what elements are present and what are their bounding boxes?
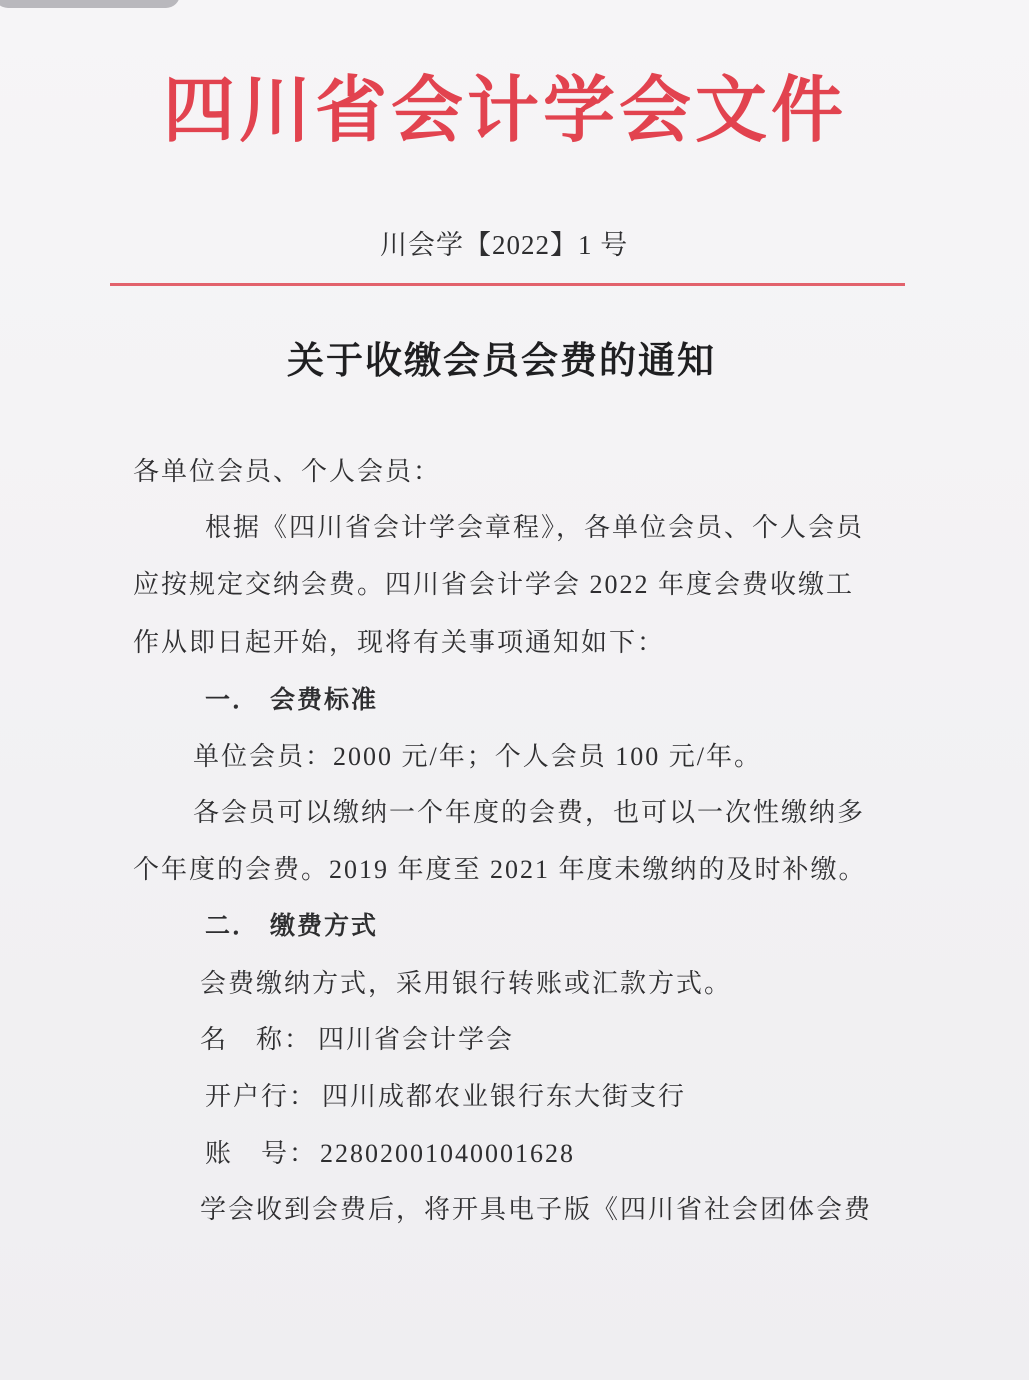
bank-label: 开户行： xyxy=(205,1082,318,1111)
section-heading: 缴费方式 xyxy=(270,911,379,940)
payment-method-line: 会费缴纳方式，采用银行转账或汇款方式。 xyxy=(200,969,733,998)
fee-standard-line: 各会员可以缴纳一个年度的会费，也可以一次性缴纳多 xyxy=(193,798,866,827)
section-number: 二． xyxy=(205,911,260,940)
document-number: 川会学【2022】1 号 xyxy=(380,230,629,260)
letterhead-divider xyxy=(110,283,905,286)
account-name-label: 名 称： xyxy=(200,1025,313,1054)
intro-line: 根据《四川省会计学会章程》，各单位会员、个人会员 xyxy=(205,513,865,542)
org-letterhead-title: 四川省会计学会文件 xyxy=(163,68,848,152)
section-heading: 会费标准 xyxy=(270,685,379,714)
section-number: 一． xyxy=(205,685,260,714)
fee-standard-line: 单位会员：2000 元/年；个人会员 100 元/年。 xyxy=(193,742,762,771)
account-name-value: 四川省会计学会 xyxy=(318,1025,515,1054)
bank-value: 四川成都农业银行东大街支行 xyxy=(322,1082,687,1111)
account-number-value: 22802001040001628 xyxy=(320,1139,575,1168)
scan-edge-shadow xyxy=(0,0,180,8)
closing-line: 学会收到会费后，将开具电子版《四川省社会团体会费 xyxy=(200,1195,873,1224)
intro-line: 应按规定交纳会费。四川省会计学会 2022 年度会费收缴工 xyxy=(133,570,855,599)
salutation: 各单位会员、个人会员： xyxy=(133,457,442,486)
account-number-label: 账 号： xyxy=(205,1139,318,1168)
notice-title: 关于收缴会员会费的通知 xyxy=(287,338,716,382)
intro-line: 作从即日起开始，现将有关事项通知如下： xyxy=(133,628,666,657)
fee-standard-line: 个年度的会费。2019 年度至 2021 年度未缴纳的及时补缴。 xyxy=(133,855,867,884)
